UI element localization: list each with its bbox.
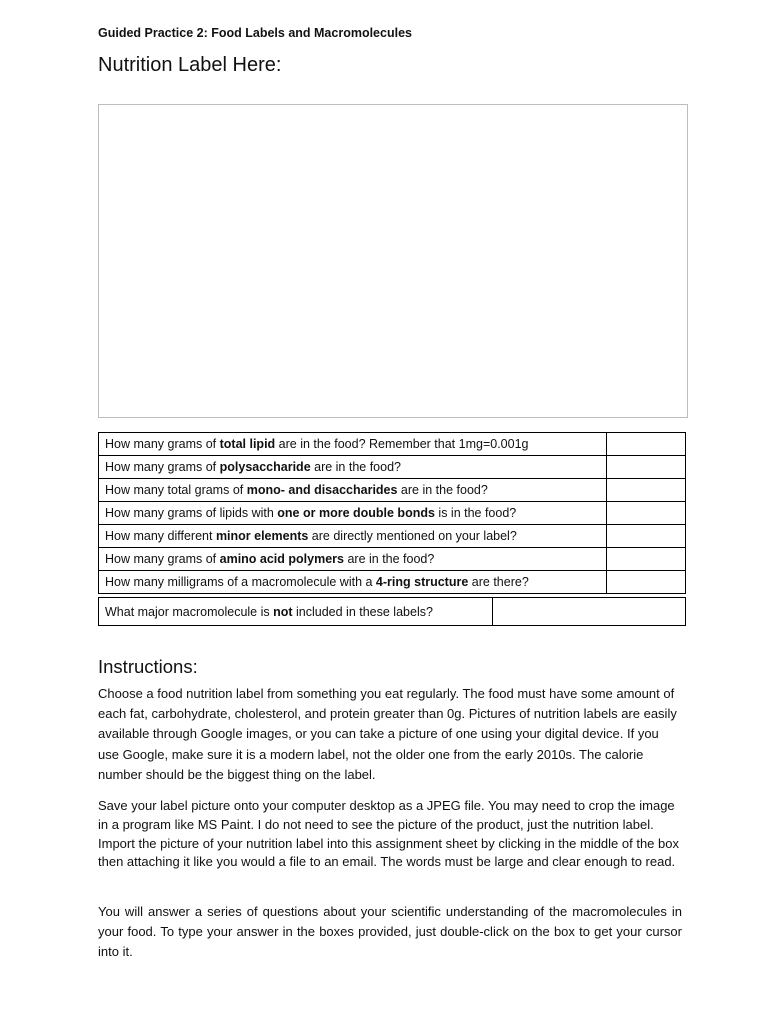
question-emphasis: 4-ring structure <box>375 575 469 589</box>
answer-box[interactable] <box>607 502 686 525</box>
instructions-paragraph-2: Save your label picture onto your computer desktop as a JPEG file. You may need to crop the image in a program like MS Paint. I do not need to see the picture of the product, just the nutrition label. Import the picture of your nutrition label into this assignment sheet by clicking in the middle of the box then attaching it like you would a file to an email. The words must be large and clear enough to read. <box>98 798 679 870</box>
question-text-segment: is in the food? <box>434 506 517 520</box>
question-row <box>99 548 686 571</box>
question-row <box>99 598 686 626</box>
question-text-segment: How many milligrams of a macromolecule with a <box>105 575 376 589</box>
question-row <box>99 502 686 525</box>
question-text-segment: are in the food? Remember that 1mg=0.001g <box>275 437 529 451</box>
question-text-segment: are directly mentioned on your label? <box>308 529 517 543</box>
question-text-segment: are in the food? <box>310 460 401 474</box>
nutrition-label-heading: Nutrition Label Here: <box>98 54 282 76</box>
question-text-segment: What major macromolecule is <box>105 604 274 619</box>
question-emphasis: one or more double bonds <box>277 506 435 520</box>
answer-box[interactable] <box>607 548 686 571</box>
question-row <box>99 433 686 456</box>
question-emphasis: amino acid polymers <box>219 552 344 566</box>
question-text <box>99 598 493 626</box>
question-text-segment: How many grams of lipids with <box>105 506 278 520</box>
question-text-segment: included in these labels? <box>292 604 433 619</box>
question-text <box>99 433 607 456</box>
question-row <box>99 525 686 548</box>
answer-box[interactable] <box>607 525 686 548</box>
answer-box[interactable] <box>607 433 686 456</box>
question-text-segment: are there? <box>468 575 529 589</box>
question-row <box>99 479 686 502</box>
question-text-segment: How many different <box>105 529 216 543</box>
question-text-segment: How many grams of <box>105 552 220 566</box>
question-emphasis: minor elements <box>215 529 309 543</box>
question-text-segment: are in the food? <box>343 552 435 566</box>
question-emphasis: total lipid <box>219 437 276 451</box>
answer-box[interactable] <box>493 598 686 626</box>
last-question-table <box>98 597 686 626</box>
question-emphasis: not <box>273 604 293 619</box>
question-emphasis: polysaccharide <box>219 460 311 474</box>
question-emphasis: mono- and disaccharides <box>246 483 398 497</box>
question-text <box>99 571 607 594</box>
question-text-segment: How many grams of <box>105 437 220 451</box>
answer-box[interactable] <box>607 479 686 502</box>
nutrition-label-image-box[interactable] <box>98 104 688 418</box>
answer-box[interactable] <box>607 571 686 594</box>
question-text-segment: How many total grams of <box>105 483 247 497</box>
question-text-segment: How many grams of <box>105 460 220 474</box>
instructions-heading: Instructions: <box>98 656 198 677</box>
questions-table <box>98 432 686 594</box>
question-text <box>99 456 607 479</box>
question-row <box>99 571 686 594</box>
question-text <box>99 525 607 548</box>
question-text-segment: are in the food? <box>397 483 488 497</box>
question-row <box>99 456 686 479</box>
question-text <box>99 502 607 525</box>
question-text <box>99 548 607 571</box>
document-header-title: Guided Practice 2: Food Labels and Macromolecules <box>98 26 412 40</box>
instructions-paragraph-1: Choose a food nutrition label from something you eat regularly. The food must have some amount of each fat, carbohydrate, cholesterol, and protein greater than 0g. Pictures of nutrition labels are easily available through Google images, or you can take a picture of one using your digital device. If you use Google, make sure it is a modern label, not the older one from the early 2010s. The calorie number should be the biggest thing on the label. <box>98 686 677 782</box>
answer-box[interactable] <box>607 456 686 479</box>
question-text <box>99 479 607 502</box>
instructions-paragraph-3: You will answer a series of questions about your scientific understanding of the macromolecules in your food. To type your answer in the boxes provided, just double-click on the box to get your cursor into it. <box>98 904 682 960</box>
